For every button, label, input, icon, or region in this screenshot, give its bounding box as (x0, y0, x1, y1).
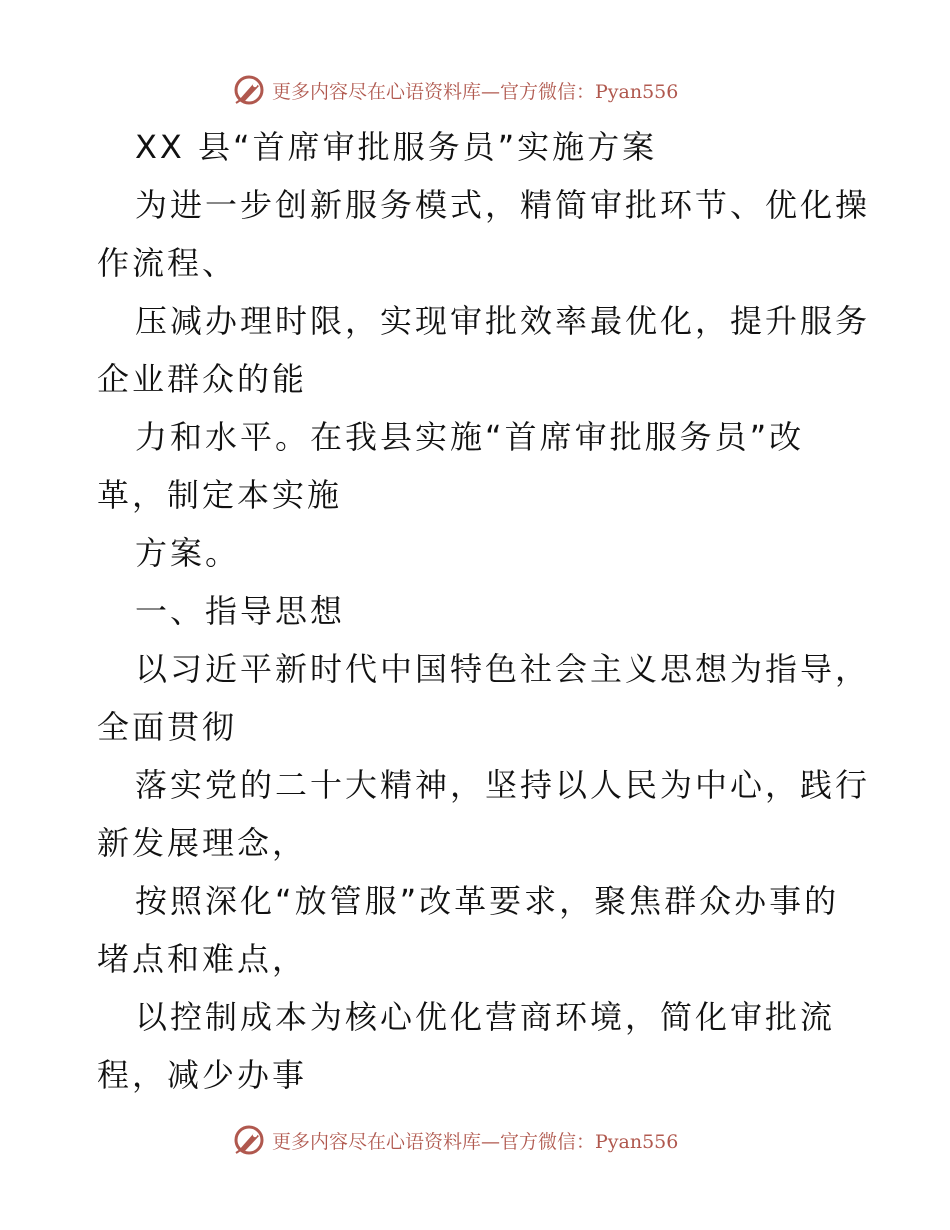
document-title: XX 县“首席审批服务员”实施方案 (135, 128, 658, 166)
paragraph-line: 革，制定本实施 (97, 476, 343, 514)
paragraph-line: 堵点和难点， (97, 940, 308, 978)
paragraph-line: 企业群众的能 (97, 360, 308, 398)
paragraph-line: 落实党的二十大精神，坚持以人民为中心，践行 (135, 766, 871, 804)
footer-watermark-banner (232, 1120, 678, 1160)
paragraph-line: 以控制成本为核心优化营商环境，简化审批流 (135, 998, 836, 1036)
paragraph-line: 新发展理念， (97, 824, 308, 862)
paragraph-line: 作流程、 (97, 244, 238, 282)
watermark-text: 更多内容尽在心语资料库—官方微信：Pyan556 (272, 1130, 679, 1153)
paragraph-line: 按照深化“放管服”改革要求，聚焦群众办事的 (135, 882, 840, 920)
paragraph-line: 压减办理时限，实现审批效率最优化，提升服务 (135, 302, 871, 340)
paragraph-line: 方案。 (135, 534, 241, 572)
paragraph-line: 以习近平新时代中国特色社会主义思想为指导， (135, 650, 871, 688)
paragraph-line: 为进一步创新服务模式，精简审批环节、优化操 (135, 186, 871, 224)
paragraph-line: 力和水平。在我县实施“首席审批服务员”改 (135, 418, 805, 456)
paragraph-line: 程，减少办事 (97, 1056, 308, 1094)
section-heading: 一、指导思想 (135, 592, 346, 630)
watermark-text: 更多内容尽在心语资料库—官方微信：Pyan556 (272, 80, 679, 103)
pen-nib-logo-icon (232, 73, 266, 107)
paragraph-line: 全面贯彻 (97, 708, 238, 746)
header-watermark-banner (232, 70, 678, 110)
pen-nib-logo-icon (232, 1123, 266, 1157)
